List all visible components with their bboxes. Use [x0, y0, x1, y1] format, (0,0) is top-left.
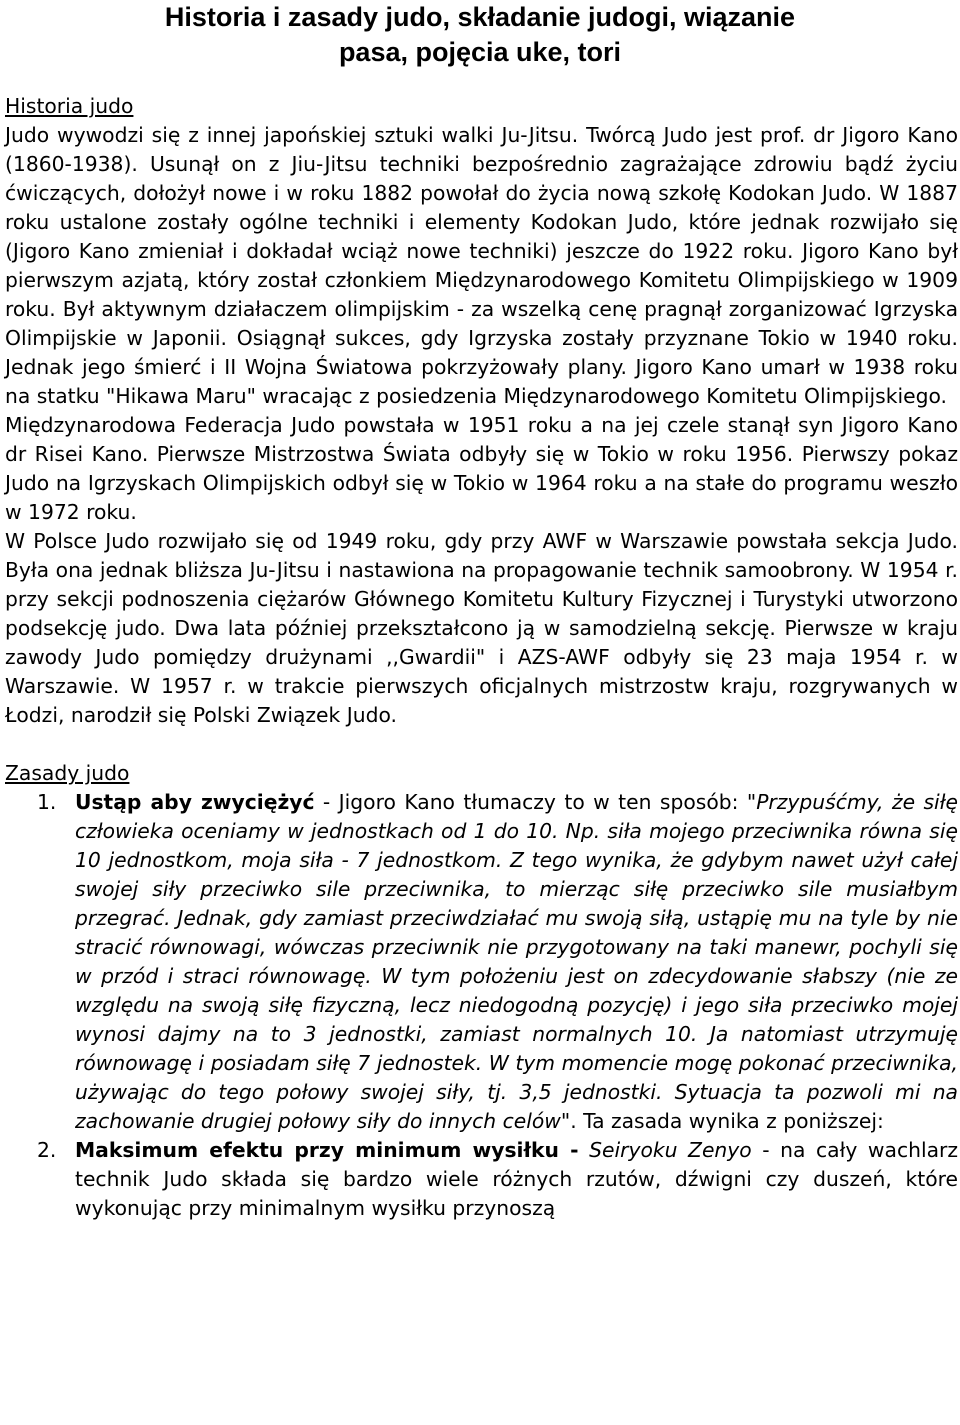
document-title: [0, 0, 960, 70]
rule-name: Ustąp aby zwyciężyć: [75, 790, 315, 814]
list-item: [37, 1136, 958, 1223]
title-line-1: Historia i zasady judo, składanie judogi, wiązanie: [164, 2, 796, 32]
rule-outro: . Ta zasada wynika z poniższej:: [570, 1109, 884, 1133]
rules-list: [5, 788, 958, 1223]
list-item-number: 1.: [37, 790, 57, 814]
title-line-2: pasa, pojęcia uke, tori: [338, 37, 622, 67]
rule-description: - na cały wachlarz technik Judo składa się bardzo wiele różnych rzutów, dźwigni czy duszeń, które wykonując przy minimalnym wysiłku przynoszą: [75, 1138, 958, 1220]
rule-term: Seiryoku Zenyo: [589, 1138, 752, 1162]
document-body: [5, 92, 958, 1223]
history-paragraph-3: W Polsce Judo rozwijało się od 1949 roku, gdy przy AWF w Warszawie powstała sekcja Judo. Była ona jednak bliższa Ju-Jitsu i nastawiona na propagowanie technik samoobrony. W 1954 r. przy sekcji podnoszenia ciężarów Głównego Komitetu Kultury Fizycznej i Turystyki utworzono podsekcję judo. Dwa lata później przekształcono ją w samodzielną sekcję. Pierwsze w kraju zawody Judo pomiędzy drużynami ,,Gwardii" i AZS-AWF odbyły się 23 maja 1954 r. w Warszawie. W 1957 r. w trakcie pierwszych oficjalnych mistrzostw kraju, rozgrywanych w Łodzi, narodził się Polski Związek Judo.: [5, 529, 958, 727]
list-item-number: 2.: [37, 1138, 57, 1162]
rules-heading: Zasady judo: [5, 761, 130, 785]
rule-quote: "Przypuśćmy, że siłę człowieka oceniamy w jednostkach od 1 do 10. Np. siła mojego przeciwnika równa się 10 jednostkom, moja siła - 7 jednostkom. Z tego wynika, że gdybym nawet użył całej swojej siły przeciwko sile przeciwnika, to mierząc siłę przeciwko sile musiałbym przegrać. Jednak, gdy zamiast przeciwdziałać mu swoją siłą, ustąpię mu na tyle by nie stracić równowagi, wówczas przeciwnik nie przygotowany na taki manewr, pochyli się w przód i straci równowagę. W tym położeniu jest on zdecydowanie słabszy (nie ze względu na swoją siłę fizyczną, lecz niedogodną pozycję) i jego siła przeciwko mojej wynosi dajmy na to 3 jednostki, zamiast normalnych 10. Ja natomiast utrzymuję równowagę i posiadam siłę 7 jednostek. W tym momencie mogę pokonać przeciwnika, używając do tego połowy swojej siły, tj. 3,5 jednostki. Sytuacja ta pozwoli mi na zachowanie drugiej połowy siły do innych celów": [75, 790, 958, 1133]
list-item: [37, 788, 958, 1136]
history-paragraph-2: Międzynarodowa Federacja Judo powstała w 1951 roku a na jej czele stanął syn Jigoro Kano dr Risei Kano. Pierwsze Mistrzostwa Świata odbyły się w Tokio w roku 1956. Pierwszy pokaz Judo na Igrzyskach Olimpijskich odbył się w Tokio w 1964 roku a na stałe do programu weszło w 1972 roku.: [5, 413, 958, 524]
history-paragraph-1: Judo wywodzi się z innej japońskiej sztuki walki Ju-Jitsu. Twórcą Judo jest prof. dr Jigoro Kano (1860-1938). Usunął on z Jiu-Jitsu techniki bezpośrednio zagrażające zdrowiu bądź życiu ćwiczących, dołożył nowe i w roku 1882 powołał do życia nową szkołę Kodokan Judo. W 1887 roku ustalone zostały ogólne techniki i elementy Kodokan Judo, które jednak rozwijało się (Jigoro Kano zmieniał i dokładał wciąż nowe techniki) jeszcze do 1922 roku. Jigoro Kano był pierwszym azjatą, który został członkiem Międzynarodowego Komitetu Olimpijskiego w 1909 roku. Był aktywnym działaczem olimpijskim - za wszelką cenę pragnął zorganizować Igrzyska Olimpijskie w Japonii. Osiągnął sukces, gdy Igrzyska zostały przyznane Tokio w 1940 roku. Jednak jego śmierć i II Wojna Światowa pokrzyżowały plany. Jigoro Kano umarł w 1938 roku na statku "Hikawa Maru" wracając z posiedzenia Międzynarodowego Komitetu Olimpijskiego.: [5, 123, 958, 408]
rule-name: Maksimum efektu przy minimum wysiłku -: [75, 1138, 579, 1162]
history-heading: Historia judo: [5, 94, 134, 118]
rule-intro: - Jigoro Kano tłumaczy to w ten sposób:: [314, 790, 747, 814]
rule-intro: [579, 1138, 590, 1162]
section-spacer: [5, 730, 958, 759]
